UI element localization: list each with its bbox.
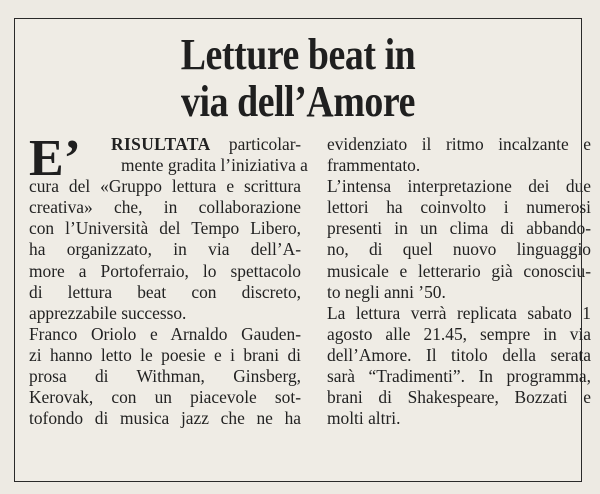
body-line: di lettura beat con discreto, bbox=[29, 281, 301, 302]
body-line: more a Portoferraio, lo spettacolo bbox=[29, 260, 301, 281]
headline-line-1: Letture beat in bbox=[180, 30, 416, 79]
body-line: prosa di Withman, Ginsberg, bbox=[29, 366, 301, 387]
body-line: mente gradita l’iniziativa a bbox=[121, 155, 308, 176]
headline bbox=[55, 31, 542, 125]
body-line: presenti in un clima di abbando- bbox=[327, 218, 591, 239]
body-line: to negli anni ’50. bbox=[327, 281, 446, 302]
column-left bbox=[29, 130, 308, 429]
body-line: apprezzabile successo. bbox=[29, 302, 187, 323]
body-line: zi hanno letto le poesie e i brani di bbox=[29, 344, 301, 365]
body-line: agosto alle 21.45, sempre in via bbox=[327, 323, 591, 344]
body-line: Franco Oriolo e Arnaldo Gauden- bbox=[29, 323, 301, 344]
body-line: con l’Università del Tempo Libero, bbox=[29, 218, 301, 239]
body-line: molti altri. bbox=[327, 408, 401, 429]
article-frame bbox=[14, 18, 591, 482]
body-line: ha organizzato, in via dell’A- bbox=[29, 239, 301, 260]
body-line: frammentato. bbox=[327, 155, 421, 176]
body-line: cura del «Gruppo lettura e scrittura bbox=[29, 176, 301, 197]
body-line: lettori ha coinvolto i numerosi bbox=[327, 197, 591, 218]
column-right bbox=[327, 134, 591, 429]
body-line: no, di quel nuovo linguaggio bbox=[327, 239, 591, 260]
drop-cap: E’ bbox=[29, 130, 81, 187]
body-line: creativa» che, in collaborazione bbox=[29, 197, 301, 218]
headline-line-2: via dell’Amore bbox=[181, 77, 415, 126]
body-line: brani di Shakespeare, Bozzati e bbox=[327, 387, 591, 408]
lead-word: RISULTATA bbox=[111, 134, 211, 154]
body-line: RISULTATA particolar- bbox=[111, 134, 301, 154]
body-line: Kerovak, con un piacevole sot- bbox=[29, 387, 301, 408]
body-line: tofondo di musica jazz che ne ha bbox=[29, 408, 301, 429]
body-line: dell’Amore. Il titolo della serata bbox=[327, 344, 591, 365]
body-line: sarà “Tradimenti”. In programma, bbox=[327, 366, 591, 387]
body-line: evidenziato il ritmo incalzante e bbox=[327, 134, 591, 154]
body-line: L’intensa interpretazione dei due bbox=[327, 176, 591, 197]
body-line: La lettura verrà replicata sabato 1 bbox=[327, 302, 591, 323]
body-line: musicale e letterario già conosciu- bbox=[327, 260, 591, 281]
